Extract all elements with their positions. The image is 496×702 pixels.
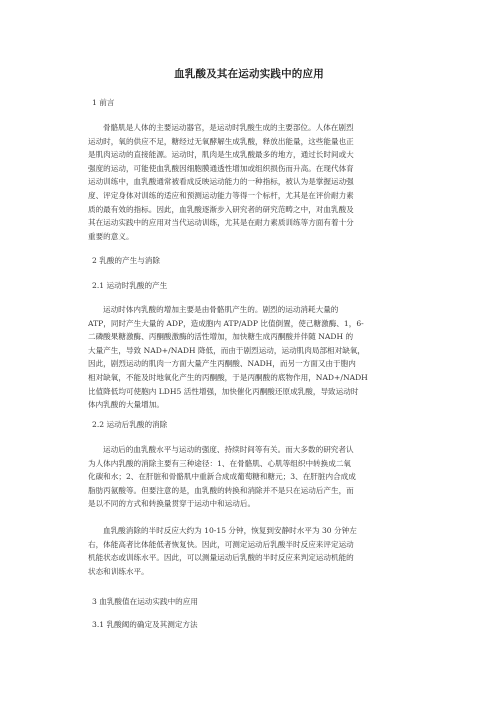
section-heading-lactate: 2 乳酸的产生与消除 [92,256,160,265]
paragraph-line: 二磷酸果糖激酶、丙酮酸激酶的活性增加，加快糖生成丙酮酸并伴随 NADH 的 [88,332,354,342]
paragraph-production [88,303,410,412]
paragraph-line: 强度的运动，可能使血乳酸因细胞膜通透性增加或组织损伤而升高。在现代体育 [88,163,354,173]
section-heading-application: 3 血乳酸值在运动实践中的应用 [92,597,198,606]
paragraph-line: 质的最有效的指标。因此，血乳酸逐渐步入研究者的研究范畴之中，对血乳酸及 [88,204,354,214]
subsection-heading-production: 2.1 运动时乳酸的产生 [92,281,168,290]
document-title: 血乳酸及其在运动实践中的应用 [174,68,324,80]
paragraph-line: 血乳酸消除的半时反应大约为 10-15 分钟，恢复到安静时水平为 30 分钟左 [103,526,357,535]
paragraph-line: 重要的意义。 [88,231,134,241]
subsection-heading-clearance: 2.2 运动后乳酸的消除 [92,420,168,429]
paragraph-line: 骨骼肌是人体的主要运动器官，是运动时乳酸生成的主要部位。人体在剧烈 [103,123,354,132]
paragraph-line: 状态和训练水平。 [88,566,149,576]
paragraph-line: 是肌肉运动的直接能源。运动时，肌肉是生成乳酸最多的地方，通过长时间或大 [88,150,354,160]
subsection-heading-threshold: 3.1 乳酸阈的确定及其测定方法 [92,620,198,629]
paragraph-line: 为人体内乳酸的消除主要有三种途径：1、在骨骼肌、心肌等组织中转换成二氧 [88,458,352,468]
paragraph-line: 右，体能高者比体能低者恢复快。因此，可测定运动后乳酸半时反应来评定运动 [88,539,354,549]
paragraph-half-time [88,524,410,578]
paragraph-clearance [88,443,410,511]
paragraph-line: 度、评定身体对训练的适应和预测运动能力等得一个标杆，尤其是在评价耐力素 [88,190,354,200]
paragraph-line: 相对缺氧，不能及时地氧化产生的丙酮酸，于是丙酮酸的底物作用，NAD+/NADH [88,372,368,382]
section-heading-intro: 1 前言 [92,98,115,107]
paragraph-line: 运动时体内乳酸的增加主要是由骨骼肌产生的。剧烈的运动消耗大量的 [103,305,339,314]
paragraph-line: 比值降低均可使胞内 LDH5 活性增强，加快催化丙酮酸还原成乳酸，导致运动时 [88,386,359,396]
paragraph-line: 大量产生，导致 NAD+/NADH 降低，而由于剧烈运动，运动肌肉局部相对缺氧， [88,345,366,355]
paragraph-intro [88,121,410,243]
paragraph-line: 是以不同的方式和转换量贯穿于运动中和运动后。 [88,499,256,509]
paragraph-line: 体内乳酸的大量增加。 [88,400,164,410]
paragraph-line: 脂肪丙氨酸等。但要注意的是，血乳酸的转换和消除并不是只在运动后产生，而 [88,485,354,495]
paragraph-line: 机能状态或训练水平。因此，可以测量运动后乳酸的半时反应来判定运动机能的 [88,553,354,563]
paragraph-line: 运动后的血乳酸水平与运动的强度、持续时间等有关。而大多数的研究者认 [103,445,354,454]
paragraph-line: 化碳和水；2、在肝脏和骨骼肌中重新合成成葡萄糖和糖元；3、在肝脏内合成成 [88,472,356,482]
paragraph-line: ATP，同时产生大量的 ADP，造成胞内 ATP/ADP 比值倒置，使己糖激酶、1，6- [88,318,364,328]
paragraph-line: 运动时，氧的供应不足，糖经过无氧酵解生成乳酸，释放出能量，这些能量也正 [88,136,354,146]
paragraph-line: 运动训练中，血乳酸通常被看成反映运动能力的一种指标，被认为是掌握运动强 [88,177,354,187]
paragraph-line: 因此，剧烈运动的肌肉一方面大量产生丙酮酸、NADH，而另一方面又由于胞内 [88,359,356,369]
paragraph-line: 其在运动实践中的应用对当代运动训练，尤其是在耐力素质训练等方面有着十分 [88,218,354,228]
